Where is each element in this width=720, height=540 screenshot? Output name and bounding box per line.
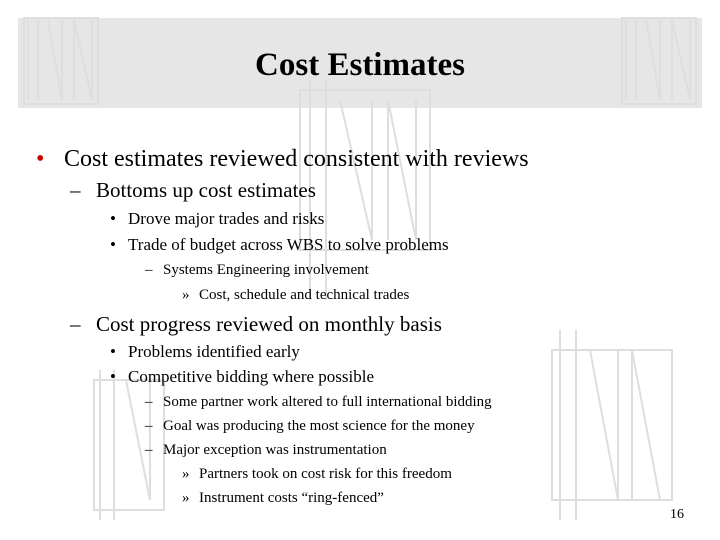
dash-marker: – xyxy=(145,442,153,458)
bullet-marker: • xyxy=(110,342,116,361)
chevron-marker: » xyxy=(182,466,190,482)
bullet-text: Instrument costs “ring-fenced” xyxy=(199,490,384,506)
dash-marker: – xyxy=(145,394,153,410)
slide-title: Cost Estimates xyxy=(255,47,465,83)
bullet-text: Drove major trades and risks xyxy=(128,209,325,228)
chevron-marker: » xyxy=(182,490,190,506)
bullet-text: Cost progress reviewed on monthly basis xyxy=(96,312,442,336)
chevron-marker: » xyxy=(182,287,190,303)
bullet-text: Major exception was instrumentation xyxy=(163,442,387,458)
bullet-text: Trade of budget across WBS to solve problems xyxy=(128,235,449,254)
bullet-text: Partners took on cost risk for this freedom xyxy=(199,466,452,482)
bullet-marker: • xyxy=(110,235,116,254)
bullet-text: Systems Engineering involvement xyxy=(163,262,369,278)
bullet-text: Bottoms up cost estimates xyxy=(96,178,316,202)
bullet-text: Cost, schedule and technical trades xyxy=(199,287,410,303)
dash-marker: – xyxy=(145,418,153,434)
dash-marker: – xyxy=(145,262,153,278)
bullet-text: Competitive bidding where possible xyxy=(128,367,374,386)
bullet-text: Cost estimates reviewed consistent with reviews xyxy=(64,146,529,172)
dash-marker: – xyxy=(70,178,81,202)
bullet-text: Some partner work altered to full international bidding xyxy=(163,394,492,410)
bullet-text: Goal was producing the most science for the money xyxy=(163,418,475,434)
bullet-marker: • xyxy=(110,209,116,228)
bullet-marker: • xyxy=(36,146,45,172)
dash-marker: – xyxy=(70,312,81,336)
bullet-marker: • xyxy=(110,367,116,386)
page-number: 16 xyxy=(670,507,684,522)
bullet-text: Problems identified early xyxy=(128,342,300,361)
